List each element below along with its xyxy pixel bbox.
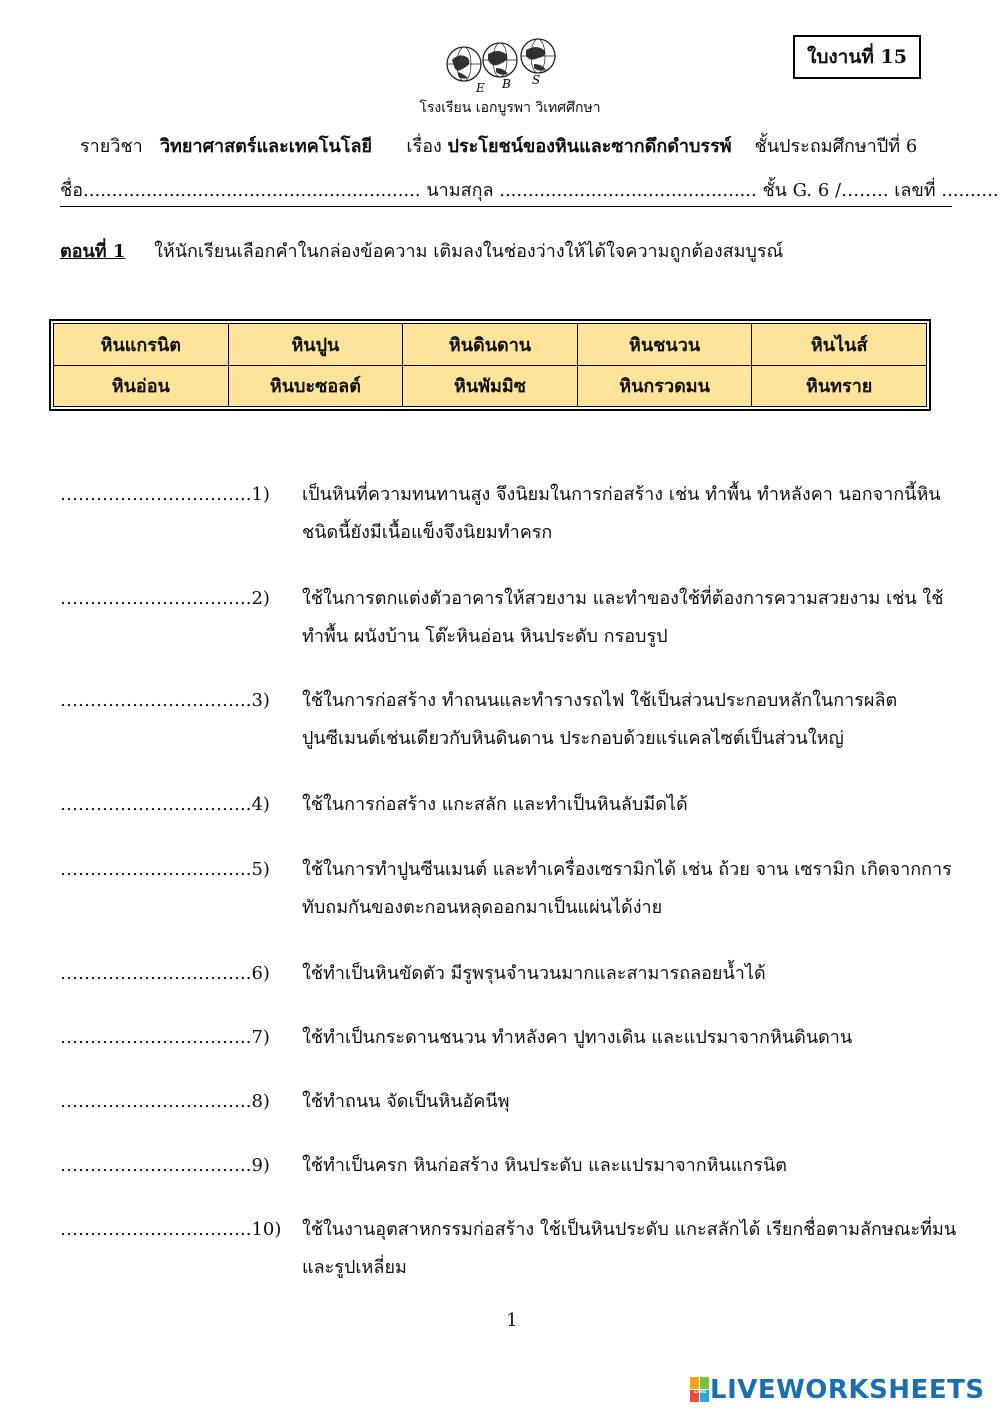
word-bank-item: หินอ่อน [54, 365, 229, 407]
question-text: ใช้ในงานอุตสาหกรรมก่อสร้าง ใช้เป็นหินประดับ แกะสลักได้ เรียกชื่อตามลักษณะที่มนและรูปเหลี่ยม [302, 1219, 957, 1278]
question-text: ใช้ทำเป็นกระดานชนวน ทำหลังคา ปูทางเดิน และแปรมาจากหินดินดาน [302, 1027, 853, 1048]
question-item [60, 476, 960, 543]
topic-label: เรื่อง [406, 136, 442, 157]
answer-blank[interactable]: …………………………..7) [60, 1027, 270, 1048]
word-bank-item: หินกรวดมน [577, 365, 752, 407]
page-number: 1 [506, 1310, 518, 1331]
answer-blank[interactable]: …………………………..3) [60, 690, 270, 711]
subject-label: รายวิชา [80, 136, 143, 157]
question-text: ใช้ในการก่อสร้าง ทำถนนและทำรางรถไฟ ใช้เป็นส่วนประกอบหลักในการผลิตปูนซีเมนต์เช่นเดียวกับหินดินดาน ประกอบด้วยแร่แคลไซต์เป็นส่วนใหญ่ [302, 690, 898, 749]
logo-letter-e: E [476, 81, 485, 95]
question-text: ใช้ทำถนน จัดเป็นหินอัคนีพุ [302, 1091, 510, 1112]
subject-line [80, 131, 917, 160]
logo-letter-b: B [502, 77, 511, 91]
answer-blank[interactable]: …………………………..10) [60, 1219, 282, 1240]
question-text: ใช้ในการก่อสร้าง แกะสลัก และทำเป็นหินลับมีดได้ [302, 794, 688, 815]
question-item [60, 851, 960, 918]
word-bank-item: หินบะซอลต์ [228, 365, 403, 407]
answer-blank[interactable]: …………………………..9) [60, 1155, 270, 1176]
worksheet-number: ใบงานที่ 15 [807, 46, 907, 68]
question-item [60, 1083, 960, 1121]
answer-blank[interactable]: …………………………..1) [60, 484, 270, 505]
word-bank-item: หินชนวน [577, 324, 752, 366]
word-bank-table [53, 323, 927, 407]
subject-name: วิทยาศาสตร์และเทคโนโลยี [159, 136, 373, 157]
word-bank-item: หินไนส์ [752, 324, 927, 366]
word-bank-row [54, 324, 927, 366]
word-bank-item: หินแกรนิต [54, 324, 229, 366]
question-text: เป็นหินที่ความทนทานสูง จึงนิยมในการก่อสร้าง เช่น ทำพื้น ทำหลังคา นอกจากนี้หินชนิดนี้ยังมีเนื้อแข็งจึงนิยมทำครก [302, 484, 941, 543]
grade-level: ชั้นประถมศึกษาปีที่ 6 [754, 136, 918, 157]
question-text: ใช้ทำเป็นครก หินก่อสร้าง หินประดับ และแปรมาจากหินแกรนิต [302, 1155, 787, 1176]
topic-name: ประโยชน์ของหินและซากดึกดำบรรพ์ [447, 136, 732, 157]
liveworksheets-logo [690, 1374, 985, 1406]
question-item [60, 786, 960, 824]
instruction-line [60, 236, 783, 265]
question-item [60, 682, 960, 749]
badge-text: LIVE [693, 1389, 707, 1395]
school-name: โรงเรียน เอกบูรพา วิเทศศึกษา [419, 100, 601, 116]
answer-blank[interactable]: …………………………..5) [60, 859, 270, 880]
question-item [60, 955, 960, 993]
word-bank-item: หินทราย [752, 365, 927, 407]
question-item [60, 580, 960, 647]
liveworksheets-badge-icon [690, 1377, 710, 1403]
part-label: ตอนที่ 1 [60, 241, 126, 262]
question-item [60, 1019, 960, 1057]
instruction-text: ให้นักเรียนเลือกคำในกล่องข้อความ เติมลงในช่องว่างให้ได้ใจความถูกต้องสมบูรณ์ [154, 241, 784, 262]
answer-blank[interactable]: …………………………..4) [60, 794, 270, 815]
question-text: ใช้ในการตกแต่งตัวอาคารให้สวยงาม และทำของใช้ที่ต้องการความสวยงาม เช่น ใช้ทำพื้น ผนังบ้าน โต๊ะหินอ่อน หินประดับ กรอบรูป [302, 588, 944, 647]
question-item [60, 1147, 960, 1185]
school-logo-globes [440, 36, 562, 96]
word-bank-item: หินปูน [228, 324, 403, 366]
answer-blank[interactable]: …………………………..2) [60, 588, 270, 609]
student-info-line[interactable]: ชื่อ........................................................... นามสกุล ............................................. ชั้น G. 6 /…….. เลขที่ .......... [60, 180, 999, 201]
question-text: ใช้ทำเป็นหินขัดตัว มีรูพรุนจำนวนมากและสามารถลอยน้ำได้ [302, 963, 766, 984]
logo-letter-s: S [532, 73, 541, 87]
worksheet-number-box [793, 35, 921, 79]
answer-blank[interactable]: …………………………..6) [60, 963, 270, 984]
question-item [60, 1211, 960, 1278]
header-divider [60, 206, 952, 207]
word-bank-item: หินพัมมิซ [403, 365, 578, 407]
question-text: ใช้ในการทำปูนซีนเมนต์ และทำเครื่องเซรามิกได้ เช่น ถ้วย จาน เซรามิก เกิดจากการทับถมกันของตะกอนหลุดออกมาเป็นแผ่นได้ง่าย [302, 859, 952, 918]
word-bank-box [49, 319, 931, 411]
liveworksheets-text: LIVEWORKSHEETS [710, 1375, 985, 1405]
word-bank-row [54, 365, 927, 407]
answer-blank[interactable]: …………………………..8) [60, 1091, 270, 1112]
word-bank-item: หินดินดาน [403, 324, 578, 366]
